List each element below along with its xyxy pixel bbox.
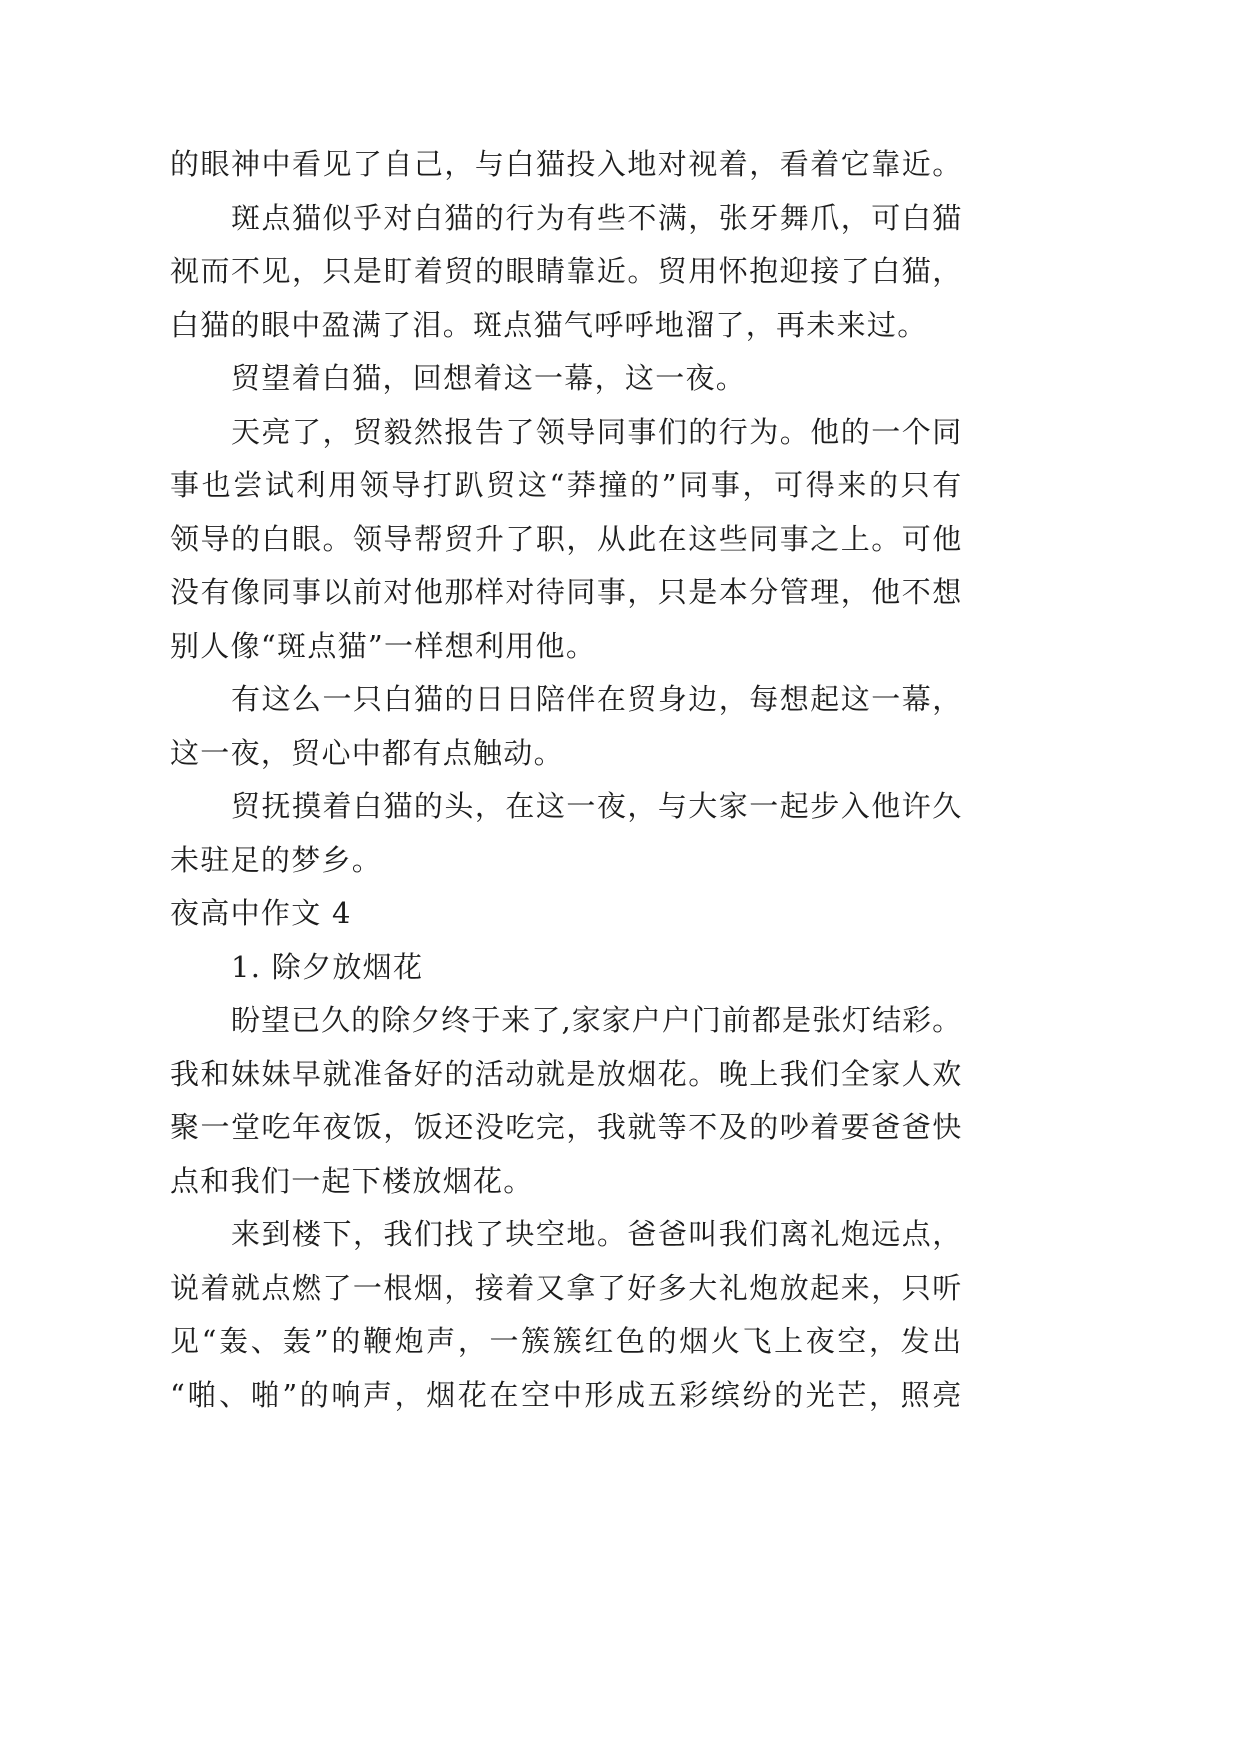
paragraph-start-line: 贸抚摸着白猫的头，在这一夜，与大家一起步入他许久	[231, 789, 962, 823]
text-line: 说着就点燃了一根烟，接着又拿了好多大礼炮放起来，只听	[170, 1270, 962, 1305]
text-line: 见“轰、轰”的鞭炮声，一簇簇红色的烟火飞上夜空，发出	[170, 1324, 962, 1358]
text-line: “啪、啪”的响声，烟花在空中形成五彩缤纷的光芒，照亮	[170, 1377, 962, 1412]
text-line: 视而不见，只是盯着贸的眼睛靠近。贸用怀抱迎接了白猫，	[170, 254, 962, 288]
paragraph-start-line: 斑点猫似乎对白猫的行为有些不满，张牙舞爪，可白猫	[231, 200, 962, 235]
text-line: 领导的白眼。领导帮贸升了职，从此在这些同事之上。可他	[170, 521, 962, 556]
text-line: 没有像同事以前对他那样对待同事，只是本分管理，他不想	[170, 575, 962, 609]
paragraph-start-line: 有这么一只白猫的日日陪伴在贸身边，每想起这一幕，	[231, 682, 962, 716]
paragraph-start-line: 来到楼下，我们找了块空地。爸爸叫我们离礼炮远点，	[231, 1217, 962, 1251]
text-line: 聚一堂吃年夜饭，饭还没吃完，我就等不及的吵着要爸爸快	[170, 1110, 962, 1144]
text-line: 别人像“斑点猫”一样想利用他。	[170, 628, 597, 663]
text-line: 我和妹妹早就准备好的活动就是放烟花。晚上我们全家人欢	[170, 1056, 962, 1091]
paragraph-start-line: 贸望着白猫，回想着这一幕，这一夜。	[231, 361, 747, 395]
text-line: 的眼神中看见了自己，与白猫投入地对视着，看着它靠近。	[170, 147, 962, 181]
paragraph-start-line: 天亮了，贸毅然报告了领导同事们的行为。他的一个同	[231, 414, 962, 449]
text-line: 这一夜，贸心中都有点触动。	[170, 735, 564, 770]
paragraph-start-line: 盼望已久的除夕终于来了,家家户户门前都是张灯结彩。	[231, 1003, 962, 1037]
section-heading: 夜高中作文 4	[170, 896, 352, 930]
text-line: 事也尝试利用领导打趴贸这“莽撞的”同事，可得来的只有	[170, 468, 962, 502]
text-line: 点和我们一起下楼放烟花。	[170, 1163, 534, 1198]
subsection-heading: 1. 除夕放烟花	[231, 949, 424, 984]
text-line: 白猫的眼中盈满了泪。斑点猫气呼呼地溜了，再未来过。	[170, 307, 928, 342]
document-body	[170, 138, 962, 1422]
text-line: 未驻足的梦乡。	[170, 842, 383, 877]
